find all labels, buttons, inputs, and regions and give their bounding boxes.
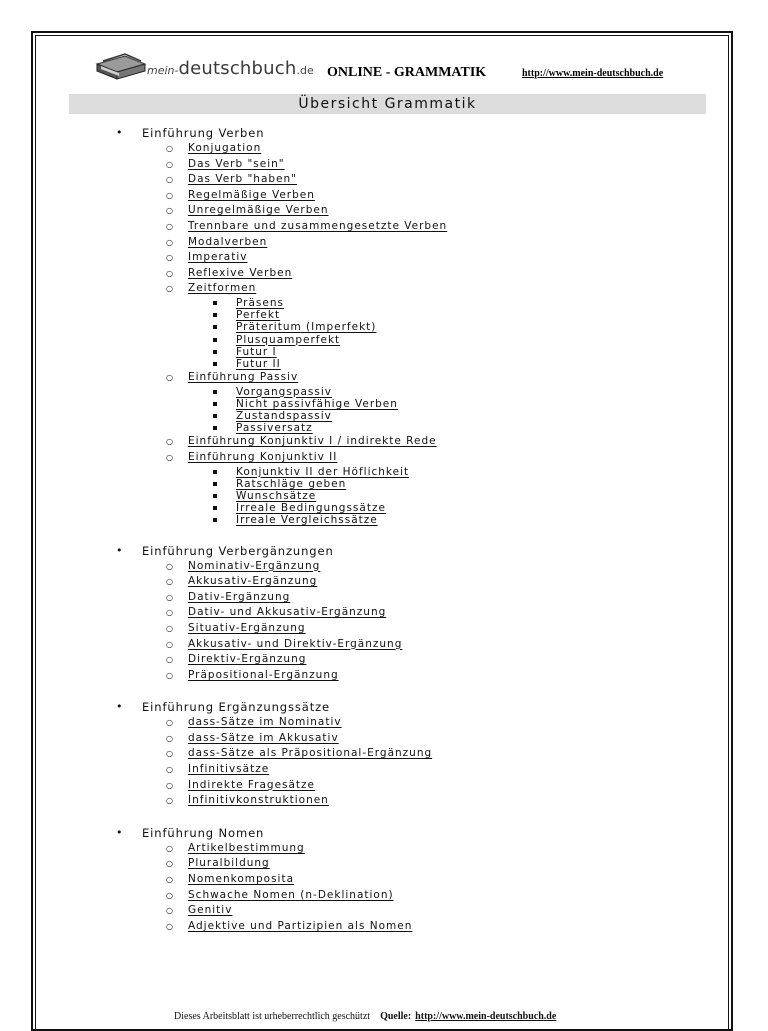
sub-list-item-link[interactable]: Futur II <box>236 357 281 370</box>
list-item[interactable] <box>112 590 712 606</box>
list-item[interactable] <box>112 778 712 794</box>
list-item-link[interactable]: Zeitformen <box>188 282 257 295</box>
sub-list-item-link[interactable]: Präsens <box>236 296 284 309</box>
sub-list-item-link[interactable]: Zustandspassiv <box>236 410 332 423</box>
list-item[interactable] <box>112 188 712 204</box>
sub-list-item-link[interactable]: Irreale Vergleichssätze <box>236 514 378 527</box>
section-verben <box>112 125 712 527</box>
list-item-link[interactable]: Akkusativ- und Direktiv-Ergänzung <box>188 637 403 650</box>
list-item[interactable] <box>112 919 712 935</box>
list-item-link[interactable]: Modalverben <box>188 235 268 248</box>
sub-list-item[interactable] <box>112 386 712 398</box>
sub-list-item-link[interactable]: Wunschsätze <box>236 489 317 502</box>
list-item[interactable] <box>112 715 712 731</box>
list-item[interactable] <box>112 574 712 590</box>
list-item-link[interactable]: dass-Sätze im Nominativ <box>188 716 342 729</box>
sub-list-item[interactable] <box>112 478 712 490</box>
list-item-link[interactable]: Situativ-Ergänzung <box>188 621 306 634</box>
list-item-link[interactable]: Nomenkomposita <box>188 873 295 886</box>
sub-list-item[interactable] <box>112 398 712 410</box>
sub-list-item[interactable] <box>112 321 712 333</box>
list-item[interactable] <box>112 888 712 904</box>
header-url-link[interactable]: http://www.mein-deutschbuch.de <box>522 68 664 79</box>
section-heading: • Einführung Verben <box>112 125 712 141</box>
sub-list-item-link[interactable]: Passiversatz <box>236 422 313 435</box>
sub-list-item-link[interactable]: Futur I <box>236 345 277 358</box>
list-item-link[interactable]: Infinitivkonstruktionen <box>188 794 329 807</box>
section-heading: • Einführung Verbergänzungen <box>112 543 712 559</box>
list-item-link[interactable]: Nominativ-Ergänzung <box>188 559 321 572</box>
sub-list-item-link[interactable]: Irreale Bedingungssätze <box>236 502 386 515</box>
sub-list-item[interactable] <box>112 410 712 422</box>
list-item[interactable] <box>112 793 712 809</box>
list-item[interactable] <box>112 219 712 235</box>
list-item[interactable] <box>112 746 712 762</box>
list-item[interactable] <box>112 157 712 173</box>
copyright-notice: Dieses Arbeitsblatt ist urheberrechtlich geschützt <box>174 1011 371 1022</box>
list-item-link[interactable]: Akkusativ-Ergänzung <box>188 575 318 588</box>
list-item-link[interactable]: Konjugation <box>188 142 262 154</box>
list-item-link[interactable]: dass-Sätze als Präpositional-Ergänzung <box>188 747 433 760</box>
page-footer <box>174 1011 556 1022</box>
list-item[interactable] <box>112 450 712 466</box>
list-item[interactable] <box>112 621 712 637</box>
list-item-link[interactable]: Regelmäßige Verben <box>188 188 315 201</box>
list-item[interactable] <box>112 235 712 251</box>
section-verbergaenzungen <box>112 543 712 684</box>
section-ergaenzungssaetze <box>112 699 712 809</box>
list-item-link[interactable]: Unregelmäßige Verben <box>188 204 329 217</box>
list-item[interactable] <box>112 731 712 747</box>
sub-list-item[interactable] <box>112 309 712 321</box>
list-item[interactable] <box>112 856 712 872</box>
section-heading: • Einführung Nomen <box>112 825 712 841</box>
list-item[interactable] <box>112 370 712 386</box>
list-item-link[interactable]: Das Verb "sein" <box>188 157 285 170</box>
sub-list-item[interactable] <box>112 422 712 434</box>
list-item[interactable] <box>112 872 712 888</box>
list-item[interactable] <box>112 281 712 297</box>
source-label: Quelle: <box>380 1011 412 1022</box>
list-item[interactable] <box>112 203 712 219</box>
list-item-link[interactable]: Einführung Passiv <box>188 371 299 384</box>
sub-list-item[interactable] <box>112 346 712 358</box>
sub-list-item[interactable] <box>112 502 712 514</box>
sub-list-item-link[interactable]: Ratschläge geben <box>236 477 347 490</box>
sub-list-item[interactable] <box>112 358 712 370</box>
list-item-link[interactable]: Adjektive und Partizipien als Nomen <box>188 919 413 932</box>
list-item-link[interactable]: Einführung Konjunktiv I / indirekte Rede <box>188 435 437 448</box>
source-url-link[interactable]: http://www.mein-deutschbuch.de <box>415 1011 557 1022</box>
list-item[interactable] <box>112 637 712 653</box>
list-item-link[interactable]: Schwache Nomen (n-Deklination) <box>188 888 394 901</box>
header-title: ONLINE - GRAMMATIK <box>327 65 487 80</box>
page-title: Übersicht Grammatik <box>69 94 706 114</box>
list-item-link[interactable]: Dativ- und Akkusativ-Ergänzung <box>188 606 387 619</box>
list-item-link[interactable]: Präpositional-Ergänzung <box>188 668 339 681</box>
sub-list-item-link[interactable]: Präteritum (Imperfekt) <box>236 321 377 334</box>
sub-list-item[interactable] <box>112 466 712 478</box>
list-item[interactable] <box>112 652 712 668</box>
sub-list-item[interactable] <box>112 490 712 502</box>
list-item[interactable] <box>112 434 712 450</box>
brand-prefix: mein- <box>147 64 179 77</box>
list-item[interactable] <box>112 762 712 778</box>
list-item[interactable] <box>112 605 712 621</box>
sub-list-item[interactable] <box>112 514 712 526</box>
sub-list-item[interactable] <box>112 334 712 346</box>
list-item[interactable] <box>112 266 712 282</box>
list-item-link[interactable]: Pluralbildung <box>188 857 270 870</box>
section-nomen <box>112 825 712 935</box>
list-item-link[interactable]: Indirekte Fragesätze <box>188 778 316 791</box>
page-header <box>95 50 695 90</box>
section-heading: • Einführung Ergänzungssätze <box>112 699 712 715</box>
brand-name: deutschbuch <box>178 58 297 79</box>
list-item-link[interactable]: Trennbare und zusammengesetzte Verben <box>188 219 448 232</box>
list-item-link[interactable]: Einführung Konjunktiv II <box>188 451 338 463</box>
list-item-link[interactable]: Artikelbestimmung <box>188 841 305 854</box>
list-item-link[interactable]: Das Verb "haben" <box>188 173 298 186</box>
brand-tld: .de <box>296 64 314 77</box>
list-item-link[interactable]: Imperativ <box>188 251 248 264</box>
brand-logo-text <box>147 58 314 79</box>
sub-list-item-link[interactable]: Vorgangspassiv <box>236 385 332 398</box>
list-item-link[interactable]: Genitiv <box>188 904 233 917</box>
list-item-link[interactable]: Reflexive Verben <box>188 266 293 279</box>
list-item[interactable] <box>112 172 712 188</box>
sub-list-item-link[interactable]: Perfekt <box>236 309 281 322</box>
sub-list-item-link[interactable]: Nicht passivfähige Verben <box>236 397 398 410</box>
list-item-link[interactable]: dass-Sätze im Akkusativ <box>188 731 339 744</box>
list-item-link[interactable]: Infinitivsätze <box>188 763 270 776</box>
list-item[interactable] <box>112 250 712 266</box>
sub-list-item-link[interactable]: Konjunktiv II der Höflichkeit <box>236 465 410 478</box>
list-item[interactable] <box>112 903 712 919</box>
list-item[interactable] <box>112 559 712 575</box>
list-item[interactable] <box>112 668 712 684</box>
book-stack-icon <box>95 52 147 82</box>
list-item-link[interactable]: Direktiv-Ergänzung <box>188 653 307 666</box>
sub-list-item-link[interactable]: Plusquamperfekt <box>236 333 341 346</box>
list-item-link[interactable]: Dativ-Ergänzung <box>188 590 291 603</box>
list-item[interactable] <box>112 141 712 157</box>
sub-list-item[interactable] <box>112 297 712 309</box>
grammar-overview-list <box>112 125 712 934</box>
list-item[interactable] <box>112 841 712 857</box>
